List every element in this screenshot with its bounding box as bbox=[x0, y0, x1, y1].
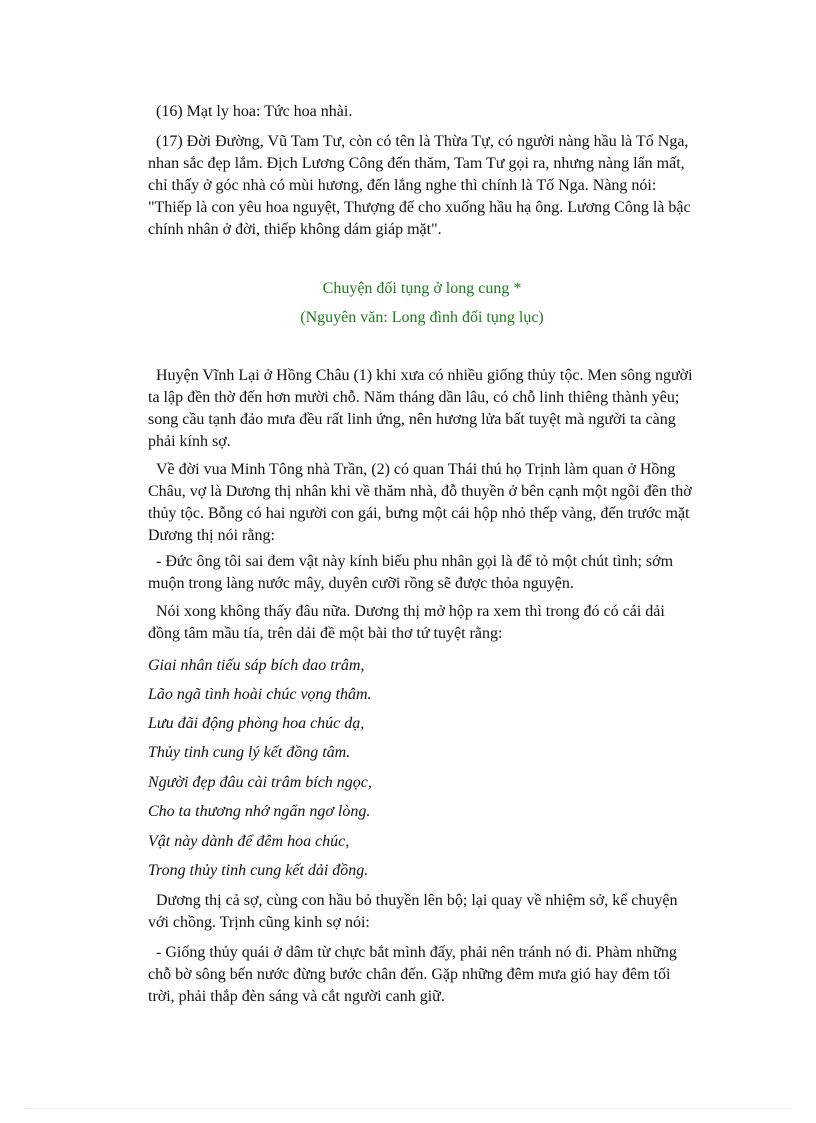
footnote-17: (17) Đời Đường, Vũ Tam Tư, còn có tên là Thừa Tự, có người nàng hầu là Tố Nga, nhan sắc đẹp lắm. Địch Lương Công đến thăm, Tam Tư gọi ra, nhưng nàng lẩn mất, chỉ thấy ở góc nhà có mùi hương, đến lắng nghe thì chính là Tố Nga. Nàng nói: "Thiếp là con yêu hoa nguyệt, Thượng đế cho xuống hầu hạ ông. Lương Công là bậc chính nhân ở đời, thiếp không dám giáp mặt". bbox=[148, 133, 691, 238]
poem-line-7: Vật này dành để đêm hoa chúc, bbox=[148, 833, 350, 850]
paragraph-2: Về đời vua Minh Tông nhà Trần, (2) có quan Thái thú họ Trịnh làm quan ở Hồng Châu, vợ là Dương thị nhân khi về thăm nhà, đỗ thuyền ở bên cạnh một ngôi đền thờ thủy tộc. Bỗng có hai người con gái, bưng một cái hộp nhỏ thếp vàng, đến trước mặt Dương thị nói rằng: bbox=[148, 461, 692, 544]
poem-line-6: Cho ta thương nhớ ngẩn ngơ lòng. bbox=[148, 803, 371, 820]
poem-line-4: Thủy tinh cung lý kết đồng tâm. bbox=[148, 744, 351, 761]
poem-line-5: Người đẹp đâu cài trâm bích ngọc, bbox=[148, 774, 372, 791]
story-title: Chuyện đối tụng ở long cung * bbox=[322, 280, 522, 297]
poem-line-1: Giai nhân tiếu sáp bích dao trâm, bbox=[148, 657, 365, 674]
page-bottom-divider bbox=[24, 1108, 792, 1109]
paragraph-6: - Giống thủy quái ở dâm từ chực bắt mình đấy, phải nên tránh nó đi. Phàm những chỗ bờ sông bến nước đừng bước chân đến. Gặp những đêm mưa gió hay đêm tối trời, phải thắp đèn sáng và cắt người canh giữ. bbox=[148, 944, 677, 1005]
footnote-16: (16) Mạt ly hoa: Tức hoa nhài. bbox=[156, 103, 353, 120]
poem-line-3: Lưu đãi động phòng hoa chúc dạ, bbox=[148, 715, 365, 732]
poem-line-8: Trong thủy tinh cung kết dải đồng. bbox=[148, 862, 369, 879]
poem-line-2: Lão ngã tình hoài chúc vọng thâm. bbox=[148, 686, 372, 703]
paragraph-5: Dương thị cả sợ, cùng con hầu bỏ thuyền lên bộ; lại quay về nhiệm sở, kể chuyện với chồng. Trịnh cũng kinh sợ nói: bbox=[148, 892, 678, 931]
story-subtitle: (Nguyên văn: Long đình đối tụng lục) bbox=[300, 309, 544, 326]
paragraph-3: - Đức ông tôi sai đem vật này kính biếu phu nhân gọi là để tỏ một chút tình; sớm muộn trong làng nước mây, duyên cưỡi rồng sẽ được thỏa nguyện. bbox=[148, 553, 674, 592]
paragraph-1: Huyện Vĩnh Lại ở Hồng Châu (1) khi xưa có nhiều giống thủy tộc. Men sông người ta lập đền thờ đến hơn mười chỗ. Năm tháng dần lâu, có chỗ linh thiêng thành yêu; song cầu tạnh đảo mưa đều rất linh ứng, nên hương lửa bất tuyệt mà người ta càng phải kính sợ. bbox=[148, 367, 693, 450]
paragraph-4: Nói xong không thấy đâu nữa. Dương thị mở hộp ra xem thì trong đó có cái dải đồng tâm mầu tía, trên dải đề một bài thơ tứ tuyệt rằng: bbox=[148, 603, 665, 642]
